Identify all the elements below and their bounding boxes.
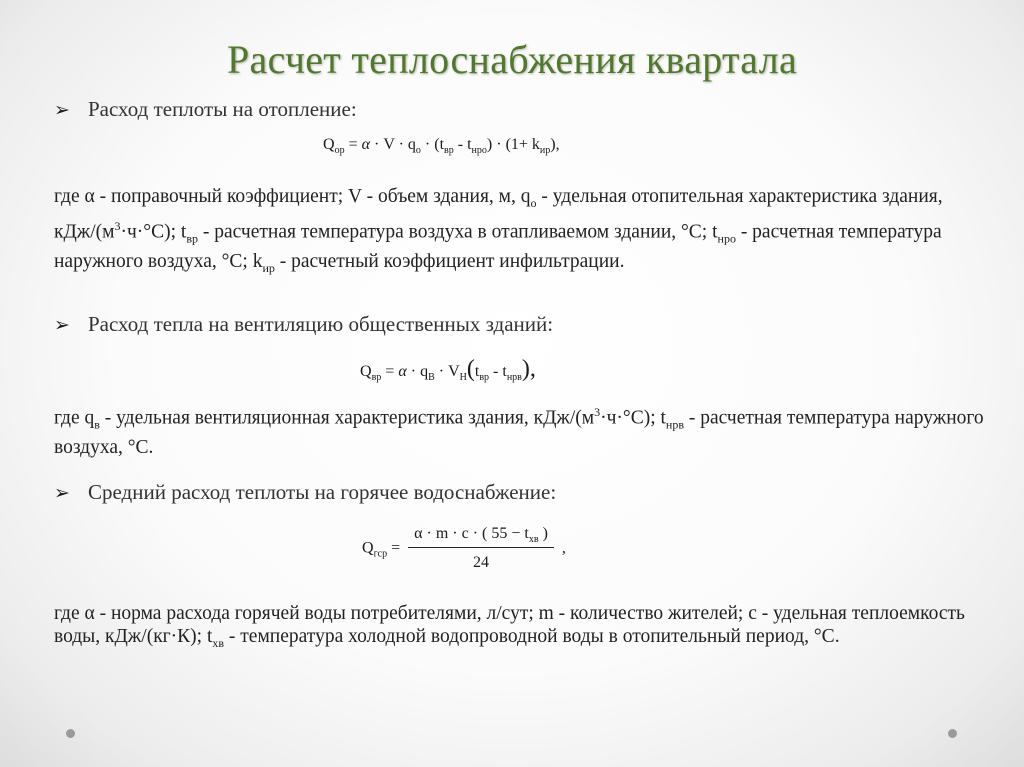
description-hot-water: где α - норма расхода горячей воды потребителями, л/сут; m - количество жителей; c - удельная теплоемкость воды, кДж/(кг·К); $t_{хв}$ - температура холодной водопроводной воды в отопительный период, °С. (54, 603, 965, 650)
formula-ventilation: $Q_{вр} = \alpha \cdot q_В \cdot V_Н(t_{вр} - t_{нрв})$, (360, 356, 536, 384)
fraction: $\frac{\alpha \cdot m \cdot c \cdot ( 55 - t_{хв} )}{24}$ (408, 525, 554, 572)
description-heating: где α - поправочный коэффициент; V - объем здания, м, $q_о$ - удельная отопительная характеристика здания, кДж/$(м^3\cdot ч\cdot^\circ С)$; $t_{вр}$ - расчетная температура воздуха в отапливаемом здании, °С; $t_{нро}$ - расчетная температура наружного воздуха, °С; $k_{ир}$ - расчетный коэффициент инфильтрации. (54, 186, 943, 276)
slide-title: Расчет теплоснабжения квартала (226, 37, 798, 82)
heading-heating: Расход теплоты на отопление: (88, 97, 357, 121)
bullet-ventilation (54, 312, 553, 337)
arrow-bullet-icon: ➢ (54, 483, 70, 504)
corner-dot-left (66, 729, 75, 738)
formula-heating: $Q_{ор} = \alpha \cdot V \cdot q_о \cdot (t_{вр} - t_{нро}) \cdot (1+ k_{ир})$, (323, 136, 560, 157)
bullet-heating (54, 97, 357, 122)
formula-hot-water: $Q_{гср}$ = $\frac{\alpha \cdot m \cdot c \cdot ( 55 - t_{хв} )}{24}$ , (362, 525, 566, 572)
arrow-bullet-icon: ➢ (54, 315, 70, 336)
bullet-hot-water (54, 480, 556, 505)
heading-hot-water: Средний расход теплоты на горячее водоснабжение: (88, 480, 557, 504)
heading-ventilation: Расход тепла на вентиляцию общественных зданий: (88, 312, 554, 336)
arrow-bullet-icon: ➢ (54, 100, 70, 121)
description-ventilation: где $q_в$ - удельная вентиляционная характеристика здания, кДж/$(м^3\cdot ч\cdot^\circ С)$; $t_{нрв}$ - расчетная температура наружного воздуха, °С. (54, 405, 984, 459)
corner-dot-right (948, 729, 957, 738)
